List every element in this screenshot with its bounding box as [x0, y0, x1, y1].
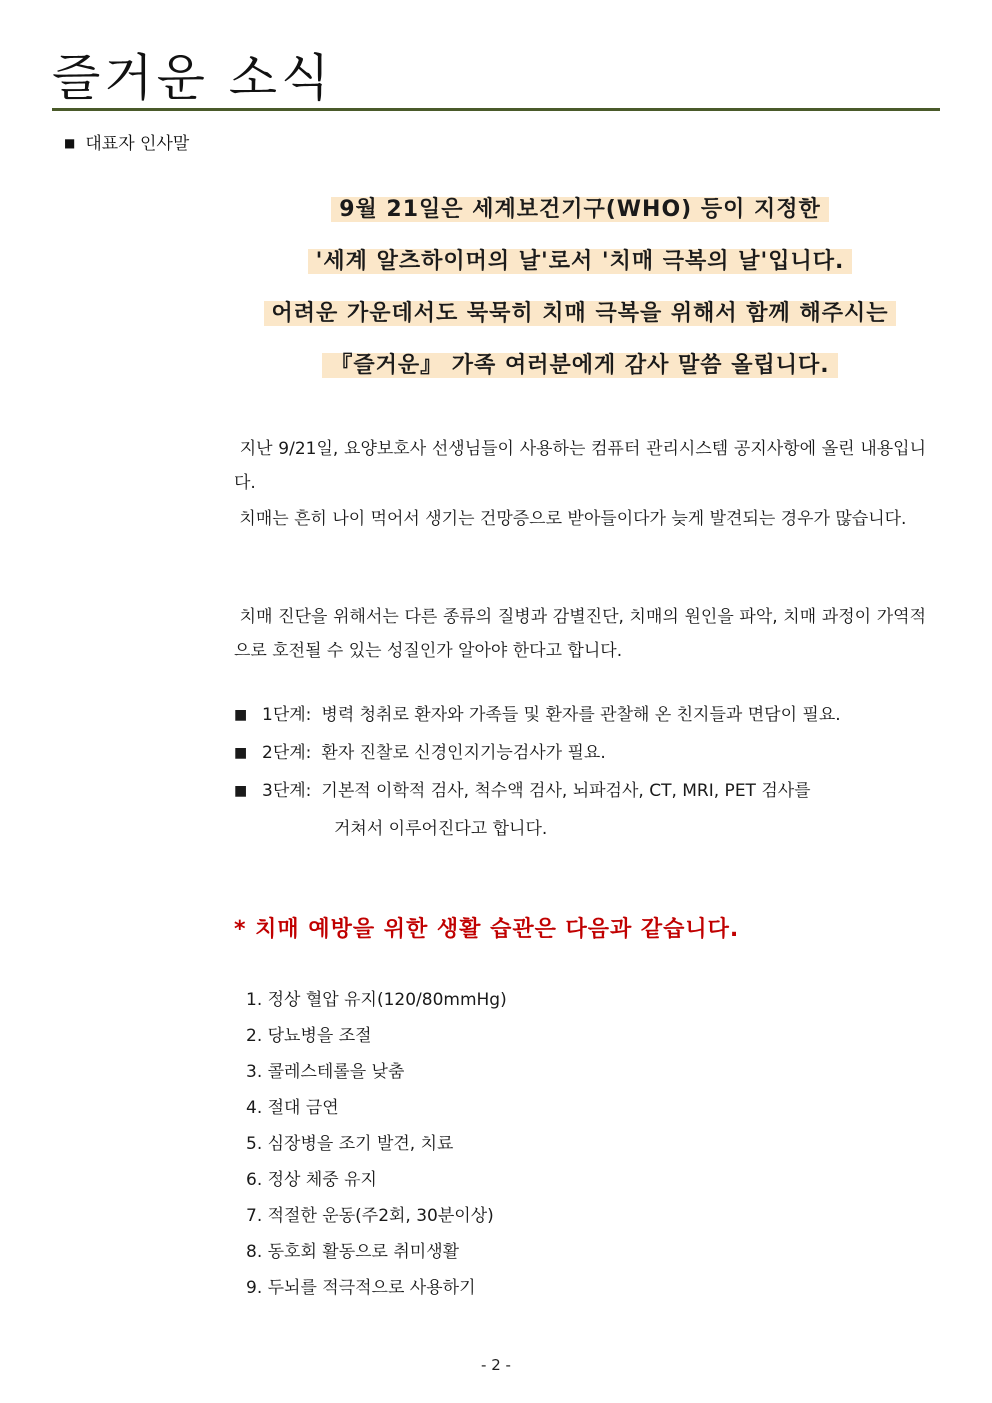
greeting-block	[230, 192, 930, 400]
step-text: 환자 진찰로 신경인지기능검사가 필요.	[321, 743, 606, 763]
step-item	[234, 772, 926, 810]
step-label: 3단계:	[262, 781, 312, 801]
step-label: 2단계:	[262, 743, 312, 763]
body-paragraph	[234, 600, 926, 668]
list-item: 1. 정상 혈압 유지(120/80mmHg)	[246, 990, 507, 1010]
step-text: 병력 청취로 환자와 가족들 및 환자를 관찰해 온 친지들과 면담이 필요.	[321, 705, 841, 725]
page-number: - 2 -	[481, 1356, 511, 1374]
greeting-line: 『즐거운』 가족 여러분에게 감사 말씀 올립니다.	[322, 353, 837, 378]
list-item: 7. 적절한 운동(주2회, 30분이상)	[246, 1206, 494, 1226]
square-bullet-icon: ■	[64, 136, 76, 150]
step-item	[234, 734, 926, 772]
step-item	[234, 696, 926, 734]
body-paragraph-text: 지난 9/21일, 요양보호사 선생님들이 사용하는 컴퓨터 관리시스템 공지사항에 올린 내용입니다.	[234, 439, 927, 493]
title-divider	[52, 108, 940, 111]
section-label	[64, 130, 189, 157]
square-bullet-icon: ■	[234, 783, 248, 799]
list-item: 9. 두뇌를 적극적으로 사용하기	[246, 1278, 476, 1298]
diagnosis-steps	[234, 696, 926, 848]
step-label: 1단계:	[262, 705, 312, 725]
square-bullet-icon: ■	[234, 745, 248, 761]
body-paragraph	[234, 432, 926, 500]
habits-list	[246, 982, 507, 1306]
square-bullet-icon: ■	[234, 707, 248, 723]
body-paragraph	[234, 502, 926, 536]
list-item: 8. 동호회 활동으로 취미생활	[246, 1242, 460, 1262]
list-item: 4. 절대 금연	[246, 1098, 339, 1118]
list-item: 3. 콜레스테롤을 낮춤	[246, 1062, 405, 1082]
step-text: 기본적 이학적 검사, 척수액 검사, 뇌파검사, CT, MRI, PET 검사를	[321, 781, 811, 801]
body-paragraph-text: 치매는 흔히 나이 먹어서 생기는 건망증으로 받아들이다가 늦게 발견되는 경우가 많습니다.	[239, 509, 907, 529]
step-continuation: 거쳐서 이루어진다고 합니다.	[334, 819, 548, 839]
list-item: 2. 당뇨병을 조절	[246, 1026, 372, 1046]
habits-title: * 치매 예방을 위한 생활 습관은 다음과 같습니다.	[234, 917, 740, 942]
greeting-line: 9월 21일은 세계보건기구(WHO) 등이 지정한	[331, 197, 829, 222]
list-item: 6. 정상 체중 유지	[246, 1170, 377, 1190]
greeting-line: 어려운 가운데서도 묵묵히 치매 극복을 위해서 함께 해주시는	[264, 301, 897, 326]
greeting-line: '세계 알츠하이머의 날'로서 '치매 극복의 날'입니다.	[308, 249, 853, 274]
list-item: 5. 심장병을 조기 발견, 치료	[246, 1134, 454, 1154]
body-paragraph-text: 치매 진단을 위해서는 다른 종류의 질병과 감별진단, 치매의 원인을 파악, 치매 과정이 가역적으로 호전될 수 있는 성질인가 알아야 한다고 합니다.	[234, 607, 926, 661]
section-label-text: 대표자 인사말	[85, 134, 190, 154]
page-title: 즐거운 소식	[52, 49, 334, 107]
